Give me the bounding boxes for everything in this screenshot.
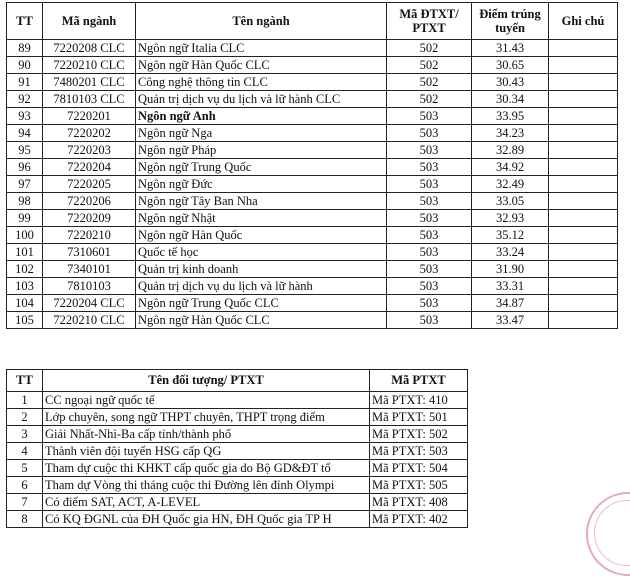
row-major-name: Ngôn ngữ Tây Ban Nha: [136, 193, 387, 210]
table-row: [7, 244, 618, 261]
table-row: [7, 57, 618, 74]
row-method-code: Mã PTXT: 501: [370, 409, 468, 426]
table-row: [7, 494, 468, 511]
row-method-code: 503: [387, 278, 472, 295]
row-method-code: Mã PTXT: 402: [370, 511, 468, 528]
row-method-code: Mã PTXT: 503: [370, 443, 468, 460]
header-tt: TT: [7, 3, 43, 40]
row-major-code: 7220203: [43, 142, 136, 159]
row-major-name: Ngôn ngữ Italia CLC: [136, 40, 387, 57]
row-major-code: 7220210 CLC: [43, 57, 136, 74]
header-major-name: Tên ngành: [136, 3, 387, 40]
row-score: 33.47: [472, 312, 549, 329]
row-score: 31.90: [472, 261, 549, 278]
row-method-code: 502: [387, 91, 472, 108]
header-tt: TT: [7, 370, 43, 392]
row-major-name: Quản trị kinh doanh: [136, 261, 387, 278]
row-score: 35.12: [472, 227, 549, 244]
table-row: [7, 443, 468, 460]
row-method-code: Mã PTXT: 408: [370, 494, 468, 511]
row-score: 33.05: [472, 193, 549, 210]
row-method-code: 503: [387, 159, 472, 176]
row-major-code: 7220210 CLC: [43, 312, 136, 329]
row-note: [549, 57, 618, 74]
table-row: [7, 159, 618, 176]
row-major-name: Ngôn ngữ Trung Quốc: [136, 159, 387, 176]
row-method-code: Mã PTXT: 505: [370, 477, 468, 494]
row-major-code: 7220209: [43, 210, 136, 227]
row-method-code: 503: [387, 261, 472, 278]
row-major-code: 7310601: [43, 244, 136, 261]
row-major-name: Ngôn ngữ Trung Quốc CLC: [136, 295, 387, 312]
table-row: [7, 278, 618, 295]
row-tt: 2: [7, 409, 43, 426]
row-tt: 7: [7, 494, 43, 511]
row-note: [549, 142, 618, 159]
row-tt: 89: [7, 40, 43, 57]
row-score: 31.43: [472, 40, 549, 57]
header-note: Ghi chú: [549, 3, 618, 40]
row-major-name: Ngôn ngữ Đức: [136, 176, 387, 193]
row-major-code: 7220204 CLC: [43, 295, 136, 312]
row-method-code: 503: [387, 227, 472, 244]
row-major-name: Ngôn ngữ Nga: [136, 125, 387, 142]
table-row: [7, 477, 468, 494]
row-score: 34.87: [472, 295, 549, 312]
row-tt: 104: [7, 295, 43, 312]
row-tt: 3: [7, 426, 43, 443]
table-row: [7, 193, 618, 210]
row-method-code: 503: [387, 142, 472, 159]
row-method-code: 503: [387, 176, 472, 193]
table-row: [7, 40, 618, 57]
row-tt: 90: [7, 57, 43, 74]
table-row: [7, 295, 618, 312]
row-major-name: Quản trị dịch vụ du lịch và lữ hành CLC: [136, 91, 387, 108]
row-tt: 101: [7, 244, 43, 261]
row-score: 34.23: [472, 125, 549, 142]
row-method-code: 503: [387, 193, 472, 210]
row-method-code: 503: [387, 312, 472, 329]
row-tt: 103: [7, 278, 43, 295]
table-row: [7, 312, 618, 329]
row-major-name: Ngôn ngữ Hàn Quốc: [136, 227, 387, 244]
row-object-name: Tham dự cuộc thi KHKT cấp quốc gia do Bộ GD&ĐT tổ: [43, 460, 370, 477]
row-method-code: 503: [387, 210, 472, 227]
row-major-code: 7220208 CLC: [43, 40, 136, 57]
admission-scores-table: [6, 2, 618, 329]
row-major-name: Ngôn ngữ Hàn Quốc CLC: [136, 57, 387, 74]
row-note: [549, 312, 618, 329]
row-tt: 95: [7, 142, 43, 159]
table-row: [7, 142, 618, 159]
row-method-code: Mã PTXT: 410: [370, 392, 468, 409]
row-major-name: Quốc tế học: [136, 244, 387, 261]
header-method-code: Mã PTXT: [370, 370, 468, 392]
row-major-name: Công nghệ thông tin CLC: [136, 74, 387, 91]
row-method-code: 503: [387, 125, 472, 142]
row-method-code: 502: [387, 40, 472, 57]
official-seal-inner-ring: [594, 500, 630, 566]
admission-methods-table: [6, 369, 468, 528]
row-note: [549, 176, 618, 193]
header-object-name: Tên đối tượng/ PTXT: [43, 370, 370, 392]
row-tt: 100: [7, 227, 43, 244]
table-row: [7, 511, 468, 528]
row-tt: 99: [7, 210, 43, 227]
row-score: 33.95: [472, 108, 549, 125]
header-score: [472, 3, 549, 40]
row-note: [549, 278, 618, 295]
row-note: [549, 74, 618, 91]
row-tt: 97: [7, 176, 43, 193]
header-major-code: Mã ngành: [43, 3, 136, 40]
row-score: 30.43: [472, 74, 549, 91]
row-tt: 93: [7, 108, 43, 125]
table-row: [7, 108, 618, 125]
row-major-code: 7220206: [43, 193, 136, 210]
row-major-name: Ngôn ngữ Pháp: [136, 142, 387, 159]
row-method-code: 503: [387, 108, 472, 125]
row-tt: 98: [7, 193, 43, 210]
row-major-name: Ngôn ngữ Anh: [136, 108, 387, 125]
table-row: [7, 460, 468, 477]
row-method-code: 503: [387, 244, 472, 261]
row-major-code: 7220210: [43, 227, 136, 244]
row-object-name: CC ngoại ngữ quốc tế: [43, 392, 370, 409]
row-object-name: Có điểm SAT, ACT, A-LEVEL: [43, 494, 370, 511]
official-seal: [586, 492, 630, 576]
row-method-code: 502: [387, 74, 472, 91]
row-major-code: 7220201: [43, 108, 136, 125]
header-method-code-line1: Mã ĐTXT/: [399, 7, 459, 21]
row-major-code: 7220202: [43, 125, 136, 142]
row-major-code: 7220205: [43, 176, 136, 193]
row-score: 30.34: [472, 91, 549, 108]
table-row: [7, 91, 618, 108]
row-major-code: 7480201 CLC: [43, 74, 136, 91]
table-row: [7, 426, 468, 443]
row-tt: 8: [7, 511, 43, 528]
row-note: [549, 91, 618, 108]
row-major-code: 7810103 CLC: [43, 91, 136, 108]
row-object-name: Thành viên đội tuyển HSG cấp QG: [43, 443, 370, 460]
table-row: [7, 210, 618, 227]
table-row: [7, 125, 618, 142]
row-note: [549, 210, 618, 227]
row-tt: 92: [7, 91, 43, 108]
row-major-code: 7220204: [43, 159, 136, 176]
header-method-code-line2: PTXT: [412, 21, 446, 35]
row-method-code: 502: [387, 57, 472, 74]
row-score: 32.49: [472, 176, 549, 193]
row-tt: 1: [7, 392, 43, 409]
table-row: [7, 392, 468, 409]
row-score: 32.93: [472, 210, 549, 227]
row-note: [549, 40, 618, 57]
row-tt: 102: [7, 261, 43, 278]
row-object-name: Tham dự Vòng thi tháng cuộc thi Đường lên đỉnh Olympi: [43, 477, 370, 494]
row-tt: 6: [7, 477, 43, 494]
row-tt: 94: [7, 125, 43, 142]
row-tt: 105: [7, 312, 43, 329]
table-header-row: [7, 3, 618, 40]
row-note: [549, 261, 618, 278]
table-row: [7, 74, 618, 91]
row-tt: 91: [7, 74, 43, 91]
header-score-line2: tuyển: [495, 21, 525, 35]
row-major-code: 7340101: [43, 261, 136, 278]
table-row: [7, 227, 618, 244]
row-note: [549, 227, 618, 244]
row-method-code: 503: [387, 295, 472, 312]
row-note: [549, 244, 618, 261]
row-object-name: Giải Nhất-Nhì-Ba cấp tỉnh/thành phố: [43, 426, 370, 443]
table-row: [7, 176, 618, 193]
row-score: 30.65: [472, 57, 549, 74]
row-score: 32.89: [472, 142, 549, 159]
table-row: [7, 409, 468, 426]
row-method-code: Mã PTXT: 502: [370, 426, 468, 443]
header-method-code: [387, 3, 472, 40]
row-tt: 96: [7, 159, 43, 176]
table-row: [7, 261, 618, 278]
row-object-name: Lớp chuyên, song ngữ THPT chuyên, THPT trọng điểm: [43, 409, 370, 426]
row-major-name: Ngôn ngữ Nhật: [136, 210, 387, 227]
row-major-code: 7810103: [43, 278, 136, 295]
row-score: 33.31: [472, 278, 549, 295]
row-note: [549, 125, 618, 142]
header-score-line1: Điểm trúng: [479, 7, 541, 21]
table-header-row: [7, 370, 468, 392]
row-score: 34.92: [472, 159, 549, 176]
row-tt: 5: [7, 460, 43, 477]
row-note: [549, 159, 618, 176]
row-object-name: Có KQ ĐGNL của ĐH Quốc gia HN, ĐH Quốc gia TP H: [43, 511, 370, 528]
row-major-name: Ngôn ngữ Hàn Quốc CLC: [136, 312, 387, 329]
row-note: [549, 193, 618, 210]
row-major-name: Quản trị dịch vụ du lịch và lữ hành: [136, 278, 387, 295]
row-method-code: Mã PTXT: 504: [370, 460, 468, 477]
row-note: [549, 295, 618, 312]
row-tt: 4: [7, 443, 43, 460]
row-score: 33.24: [472, 244, 549, 261]
row-note: [549, 108, 618, 125]
